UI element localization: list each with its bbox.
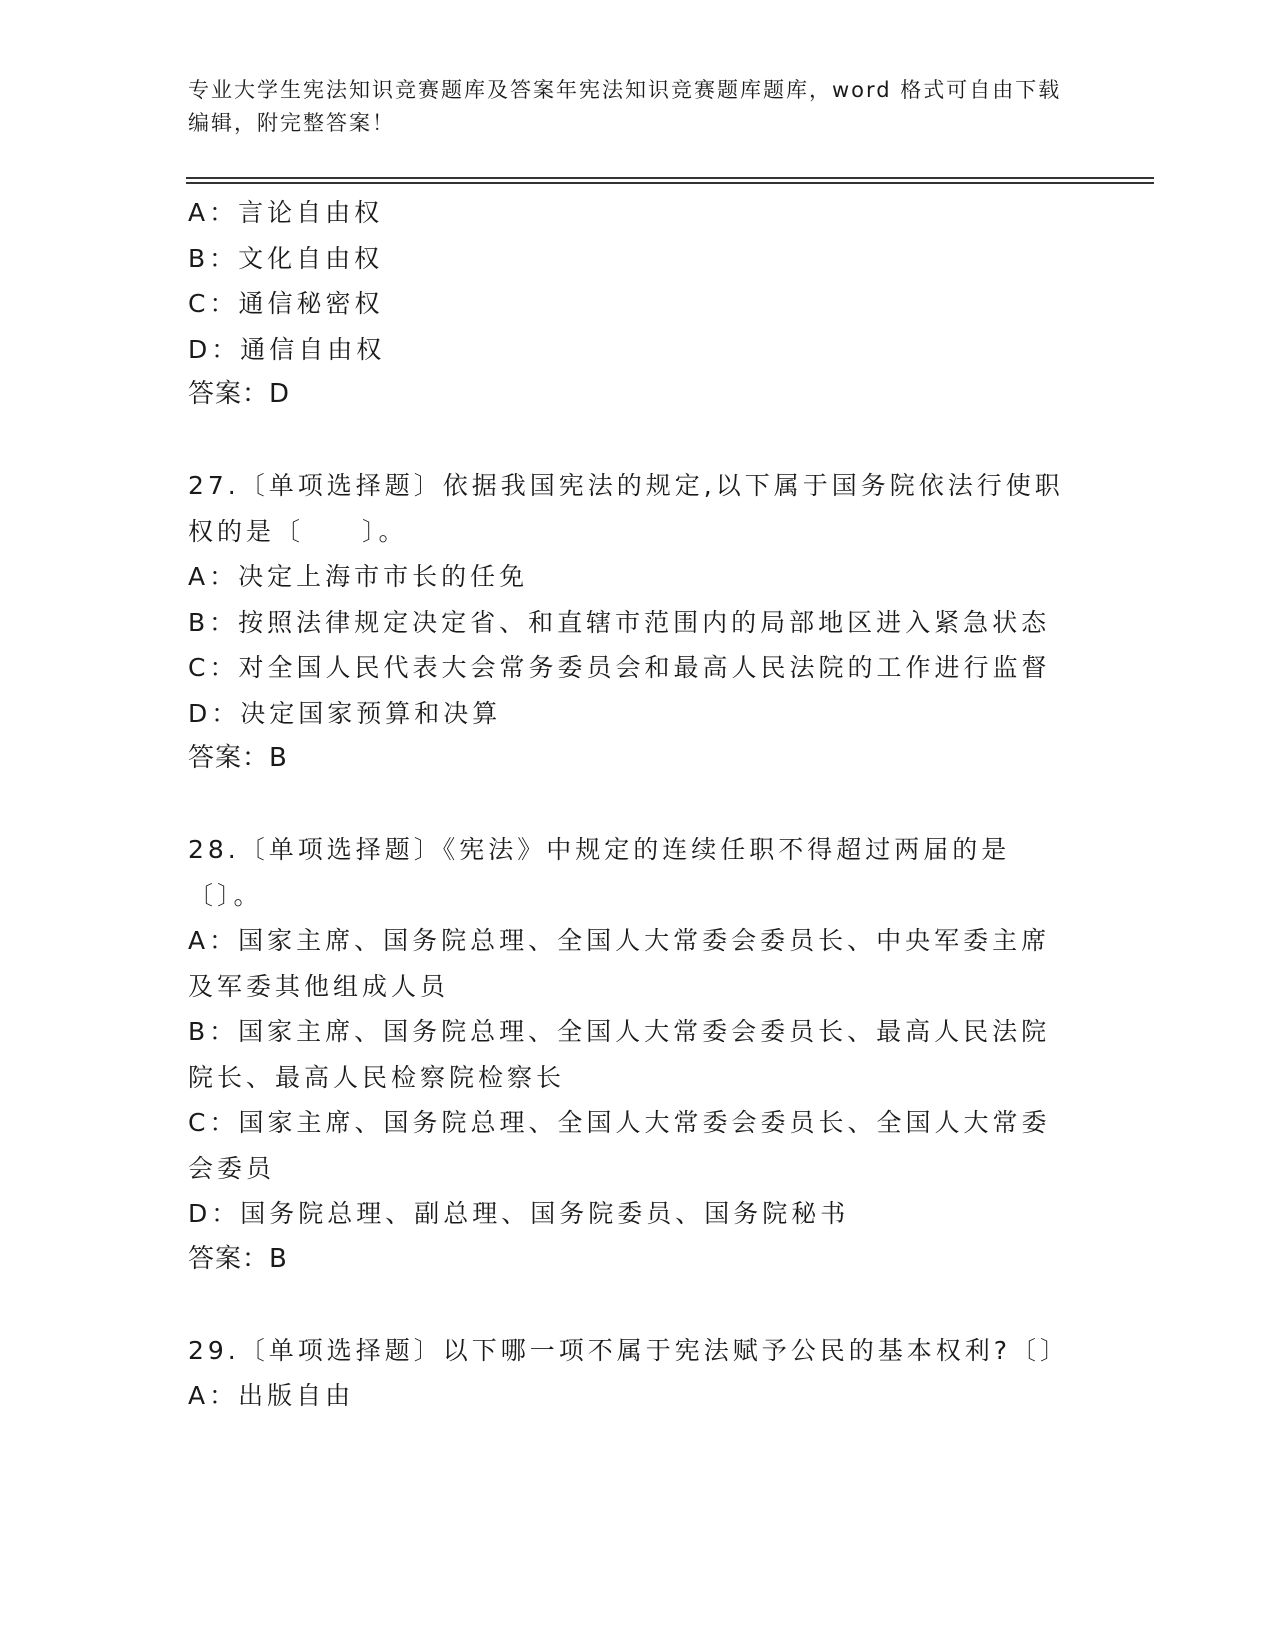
option-b: B：文化自由权 (188, 243, 384, 273)
spacer (188, 418, 1088, 464)
option-c: C：对全国人民代表大会常务委员会和最高人民法院的工作进行监督 (188, 653, 1051, 682)
question-stem: 27.〔单项选择题〕依据我国宪法的规定,以下属于国务院依法行使职权的是〔 〕。 (188, 471, 1064, 546)
option-b: B：按照法律规定决定省、和直辖市范围内的局部地区进入紧急状态 (188, 607, 1051, 637)
option-d: D：通信自由权 (188, 334, 386, 364)
answer: 答案：B (188, 1243, 288, 1274)
option-d: D：决定国家预算和决算 (188, 698, 502, 728)
document-header: 专业大学生宪法知识竞赛题库及答案年宪法知识竞赛题库题库，word 格式可自由下载编辑，附完整答案！ (188, 78, 1062, 135)
header-rule-bottom (186, 182, 1154, 184)
spacer (188, 782, 1088, 828)
question-26 (188, 190, 1088, 418)
question-content (188, 190, 1088, 1419)
option-a: A：决定上海市市长的任免 (188, 562, 529, 591)
question-28 (188, 827, 1088, 1282)
question-27 (188, 463, 1088, 782)
option-a: A：国家主席、国务院总理、全国人大常委会委员长、中央军委主席及军委其他组成人员 (188, 926, 1051, 1001)
header-rule-top (186, 177, 1154, 179)
spacer (188, 1282, 1088, 1328)
option-a: A：出版自由 (188, 1381, 355, 1410)
answer: 答案：D (188, 379, 291, 409)
answer: 答案：B (188, 743, 288, 773)
option-c: C：国家主席、国务院总理、全国人大常委会委员长、全国人大常委会委员 (188, 1108, 1051, 1183)
question-stem: 29.〔单项选择题〕以下哪一项不属于宪法赋予公民的基本权利?〔〕 (188, 1335, 1070, 1365)
option-b: B：国家主席、国务院总理、全国人大常委会委员长、最高人民法院院长、最高人民检察院检察长 (188, 1017, 1051, 1092)
option-c: C：通信秘密权 (188, 289, 384, 318)
option-d: D：国务院总理、副总理、国务院委员、国务院秘书 (188, 1199, 850, 1228)
option-a: A：言论自由权 (188, 198, 384, 227)
question-stem: 28.〔单项选择题〕《宪法》中规定的连续任职不得超过两届的是〔〕。 (188, 835, 1011, 910)
question-29 (188, 1328, 1088, 1419)
